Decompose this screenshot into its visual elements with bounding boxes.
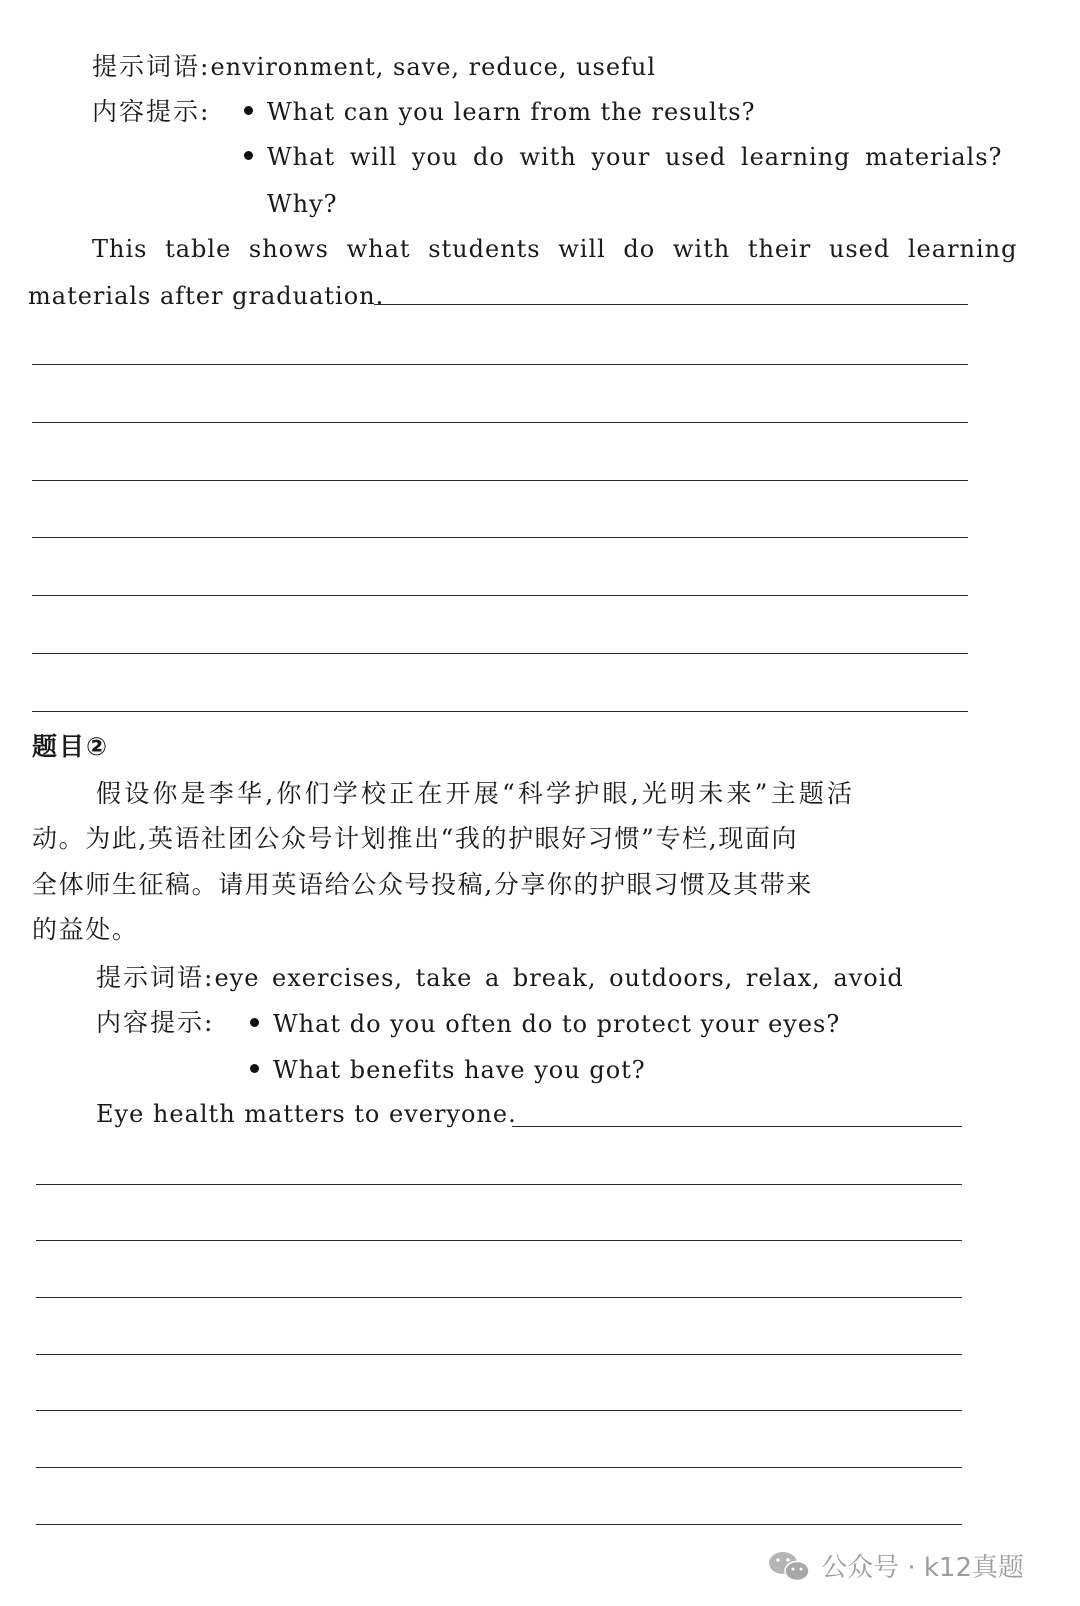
writing-line xyxy=(32,653,968,654)
writing-line xyxy=(512,1126,962,1127)
writing-line xyxy=(36,1184,962,1185)
writing-line xyxy=(36,1240,962,1241)
keywords-text: environment, save, reduce, useful xyxy=(210,53,657,81)
keywords-row-1 xyxy=(92,50,656,84)
writing-line xyxy=(36,1297,962,1298)
hint-item: What benefits have you got? xyxy=(250,1055,646,1085)
wechat-icon xyxy=(767,1549,811,1583)
writing-line xyxy=(374,304,968,305)
watermark xyxy=(767,1547,1024,1584)
bullet-icon xyxy=(250,1018,259,1027)
writing-line xyxy=(32,364,968,365)
writing-line xyxy=(32,480,968,481)
opening-sentence: This table shows what students will do with their used learning xyxy=(92,235,1018,263)
prompt-line: 动。为此,英语社团公众号计划推出“我的护眼好习惯”专栏,现面向 xyxy=(32,824,799,853)
writing-line xyxy=(36,1410,962,1411)
hint-item: What will you do with your used learning materials? xyxy=(244,142,1002,172)
content-hint-row-2 xyxy=(96,1006,214,1040)
writing-line xyxy=(32,537,968,538)
prompt-line: 全体师生征稿。请用英语给公众号投稿,分享你的护眼习惯及其带来 xyxy=(32,870,813,899)
hint-item: What can you learn from the results? xyxy=(244,97,755,127)
writing-line xyxy=(32,595,968,596)
hint-item: What do you often do to protect your eyes? xyxy=(250,1009,840,1039)
keywords-row-2 xyxy=(96,961,904,995)
prompt-line: 的益处。 xyxy=(32,915,139,944)
prompt-line: 假设你是李华,你们学校正在开展“科学护眼,光明未来”主题活 xyxy=(96,779,856,808)
writing-line xyxy=(32,711,968,712)
content-hint-label: 内容提示: xyxy=(92,97,211,126)
writing-line xyxy=(36,1354,962,1355)
question-title: 题目② xyxy=(32,732,110,761)
bullet-icon xyxy=(244,106,253,115)
watermark-text: 公众号 · k12真题 xyxy=(821,1553,1024,1583)
content-hint-label: 内容提示: xyxy=(96,1008,215,1037)
bullet-icon xyxy=(250,1064,259,1073)
keywords-label: 提示词语: xyxy=(92,52,211,81)
writing-line xyxy=(36,1467,962,1468)
hint-item-continued: Why? xyxy=(267,190,338,218)
keywords-label: 提示词语: xyxy=(96,963,215,992)
writing-line xyxy=(32,422,968,423)
opening-sentence: Eye health matters to everyone. xyxy=(96,1100,517,1128)
writing-line xyxy=(36,1524,962,1525)
opening-sentence-continued: materials after graduation. xyxy=(28,282,385,310)
content-hint-row-1 xyxy=(92,95,210,129)
keywords-text: eye exercises, take a break, outdoors, relax, avoid xyxy=(214,964,904,992)
bullet-icon xyxy=(244,151,253,160)
